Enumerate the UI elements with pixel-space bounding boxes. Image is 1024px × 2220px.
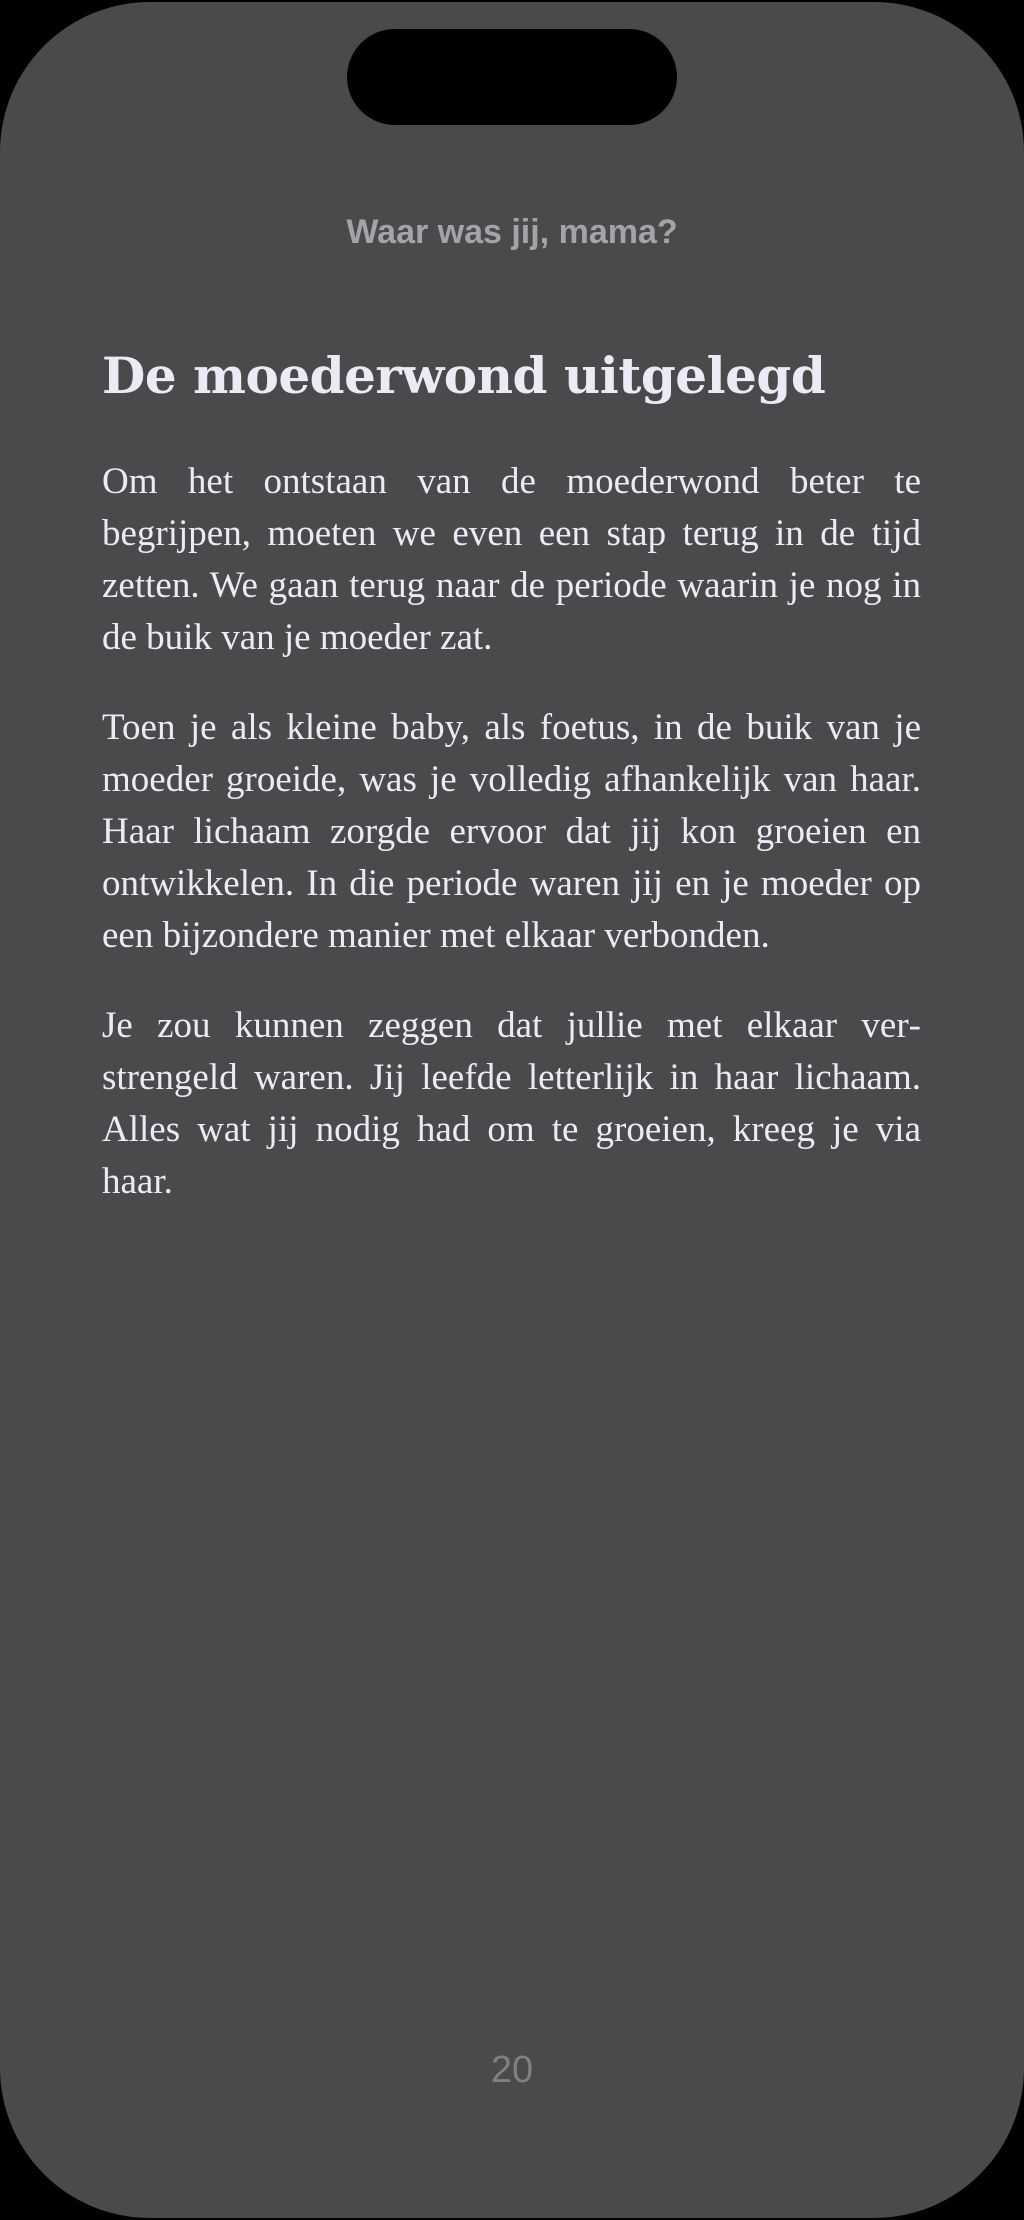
dynamic-island: [347, 29, 677, 125]
paragraph: Je zou kunnen zeggen dat jullie met elkaar verstrengeld waren. Jij leefde letterlijk in haar lichaam. Alles wat jij nodig had om te groeien, kreeg je via haar.: [102, 1005, 921, 1202]
book-title: Waar was jij, mama?: [346, 213, 678, 251]
chapter-title: De moederwond uitgelegd: [102, 346, 826, 405]
reader-screen[interactable]: [0, 2, 1024, 2218]
paragraph: Toen je als kleine baby, als foetus, in de buik van je moeder groeide, was je volledig afhankelijk van haar. Haar lichaam zorgde ervoor dat jij kon groeien en ontwikkelen. In die periode waren jij en je moeder op een bijzondere manier met elkaar verbonden.: [102, 707, 921, 956]
page-number: 20: [490, 2049, 534, 2091]
page-content: [102, 338, 921, 1208]
paragraph: Om het ontstaan van de moederwond beter te begrijpen, moeten we even een stap terug in de tijd zetten. We gaan terug naar de periode waarin je nog in de buik van je moeder zat.: [102, 461, 921, 658]
